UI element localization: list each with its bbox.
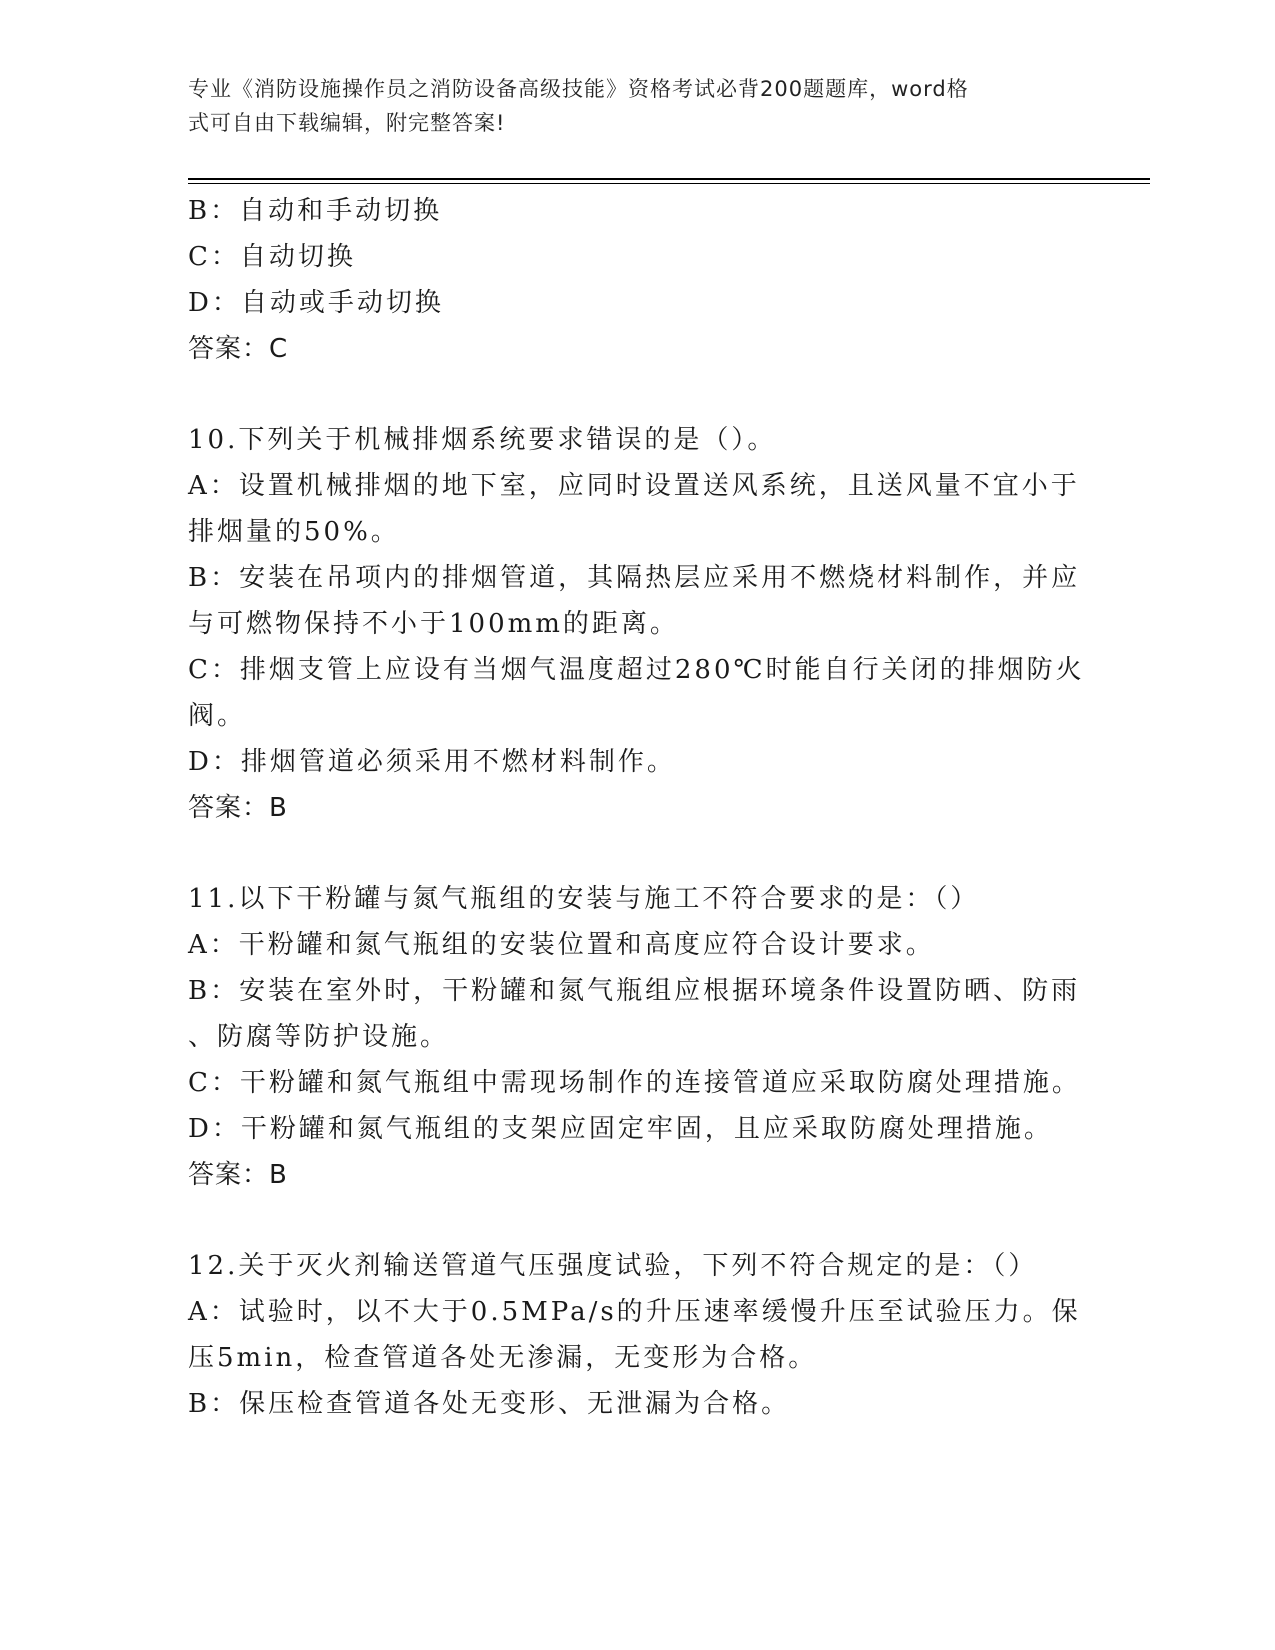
question-stem: 12.关于灭火剂输送管道气压强度试验，下列不符合规定的是：（）: [188, 1251, 1038, 1281]
option-a: A：设置机械排烟的地下室，应同时设置送风系统，且送风量不宜小于: [188, 471, 1080, 501]
question-12: [188, 1243, 1088, 1427]
header-line-1: 专业《消防设施操作员之消防设备高级技能》资格考试必背200题题库，word格: [188, 77, 969, 101]
option-c-cont: 阀。: [188, 701, 247, 731]
option-a-cont: 压5min，检查管道各处无渗漏，无变形为合格。: [188, 1343, 818, 1373]
option-c: C：排烟支管上应设有当烟气温度超过280℃时能自行关闭的排烟防火: [188, 655, 1085, 685]
option-b: B：自动和手动切换: [188, 196, 443, 226]
question-10: [188, 417, 1088, 831]
header-divider-thin: [188, 183, 1150, 184]
question-9-tail: [188, 188, 1088, 372]
question-11: [188, 876, 1088, 1198]
option-d: D：排烟管道必须采用不燃材料制作。: [188, 747, 676, 777]
option-b-cont: 与可燃物保持不小于100mm的距离。: [188, 609, 679, 639]
option-a-cont: 排烟量的50%。: [188, 517, 400, 547]
option-b: B：保压检查管道各处无变形、无泄漏为合格。: [188, 1389, 791, 1419]
page-header: [188, 72, 1068, 140]
header-line-2: 式可自由下载编辑，附完整答案!: [188, 111, 506, 135]
option-b: B：安装在吊项内的排烟管道，其隔热层应采用不燃烧材料制作，并应: [188, 563, 1081, 593]
option-d: D：干粉罐和氮气瓶组的支架应固定牢固，且应采取防腐处理措施。: [188, 1114, 1053, 1144]
question-stem: 11.以下干粉罐与氮气瓶组的安装与施工不符合要求的是：（）: [188, 884, 980, 914]
option-c: C：干粉罐和氮气瓶组中需现场制作的连接管道应采取防腐处理措施。: [188, 1068, 1081, 1098]
document-body: [188, 188, 1088, 1427]
answer: 答案：B: [188, 793, 288, 823]
header-divider-thick: [188, 178, 1150, 180]
spacer: [188, 372, 1088, 417]
answer: 答案：B: [188, 1160, 288, 1190]
spacer: [188, 1198, 1088, 1243]
option-d: D：自动或手动切换: [188, 288, 444, 318]
question-stem: 10.下列关于机械排烟系统要求错误的是（）。: [188, 425, 777, 455]
option-b: B：安装在室外时，干粉罐和氮气瓶组应根据环境条件设置防晒、防雨: [188, 976, 1081, 1006]
option-c: C：自动切换: [188, 242, 356, 272]
answer: 答案：C: [188, 334, 289, 364]
option-b-cont: 、防腐等防护设施。: [188, 1022, 450, 1052]
option-a: A：试验时，以不大于0.5MPa/s的升压速率缓慢升压至试验压力。保: [188, 1297, 1081, 1327]
option-a: A：干粉罐和氮气瓶组的安装位置和高度应符合设计要求。: [188, 930, 935, 960]
spacer: [188, 831, 1088, 876]
